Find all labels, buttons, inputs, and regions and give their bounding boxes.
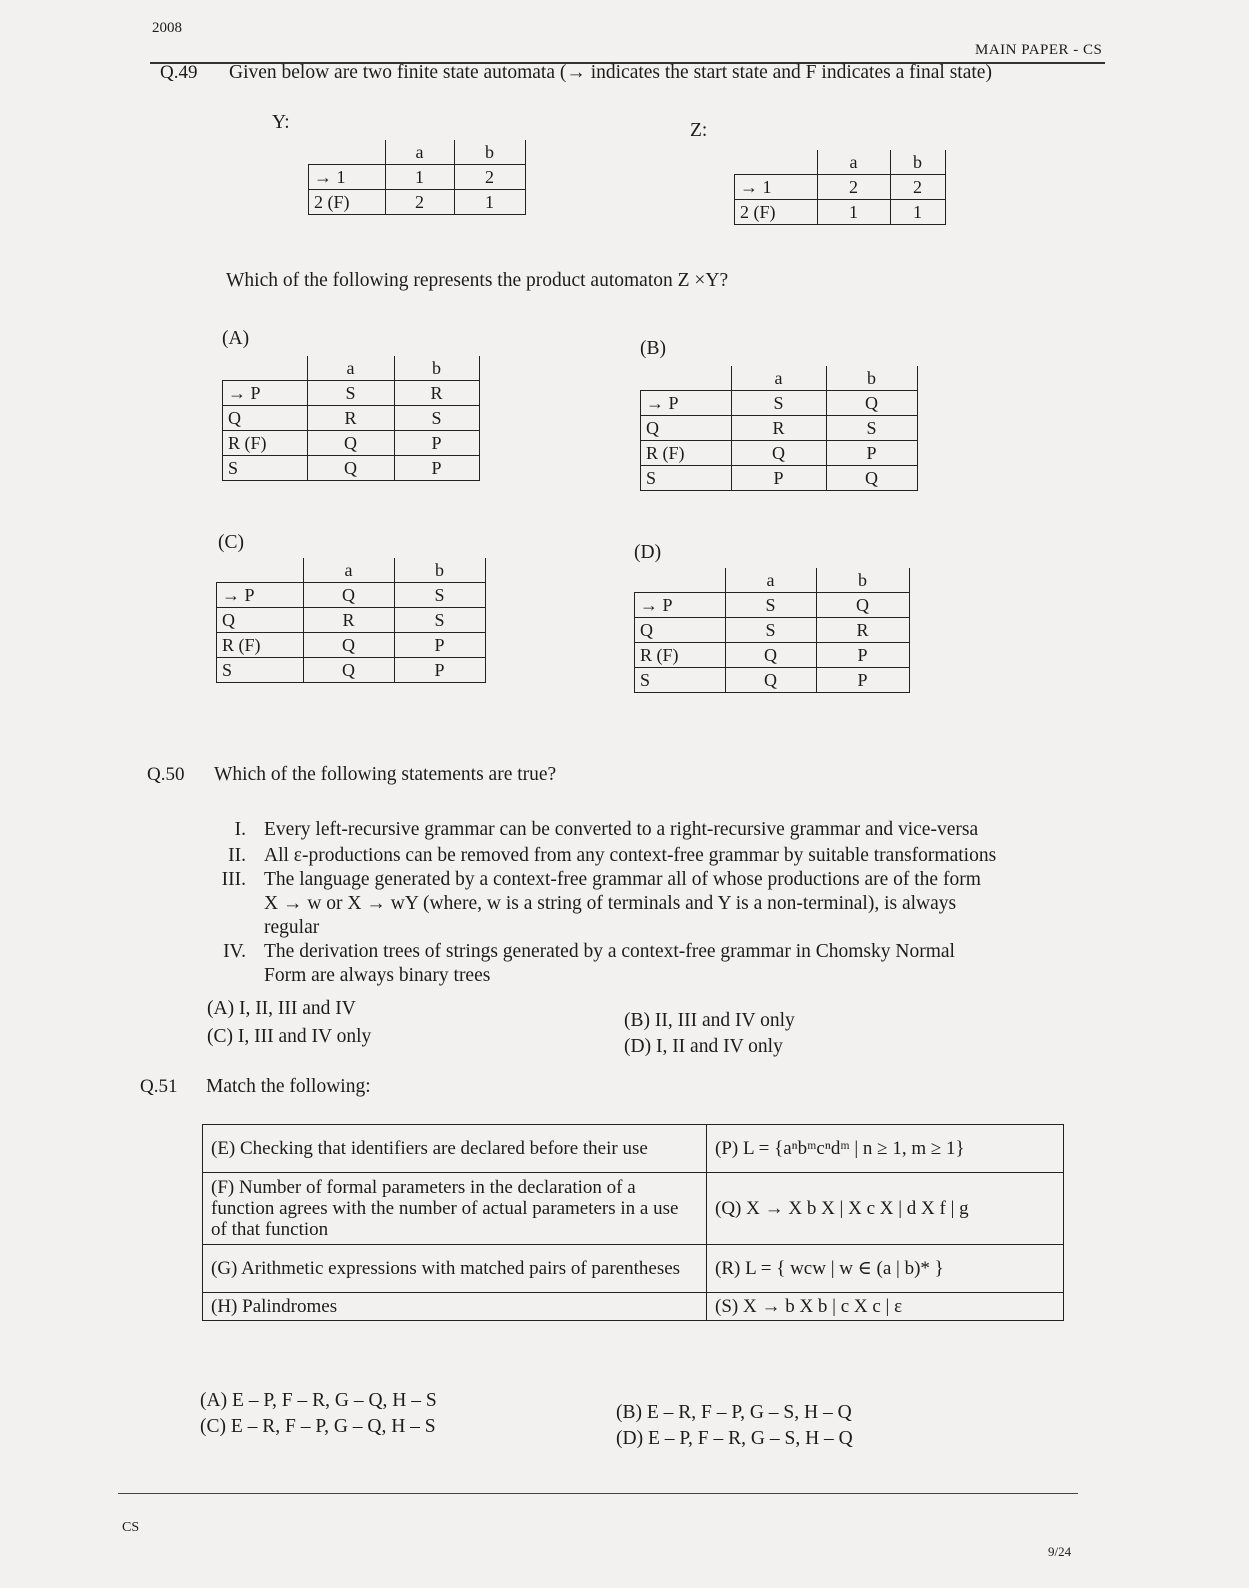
match-right-q: (Q) X → X b X | X c X | d X f | g	[707, 1173, 1064, 1245]
match-right-s: (S) X → b X b | c X c | ε	[707, 1293, 1064, 1321]
table-row: → P S Q	[635, 593, 910, 618]
table-row	[203, 1293, 1064, 1321]
q50-option-a[interactable]: (A) I, II, III and IV	[207, 998, 356, 1019]
exam-year: 2008	[152, 20, 182, 36]
paper-title: MAIN PAPER - CS	[975, 42, 1103, 58]
q50-option-d[interactable]: (D) I, II and IV only	[624, 1036, 783, 1057]
q49-option-c-table: a b → P Q S Q R S R (F) Q P S Q P	[216, 558, 486, 683]
q51-stem: Match the following:	[206, 1076, 371, 1097]
match-left-g: (G) Arithmetic expressions with matched pairs of parentheses	[203, 1245, 707, 1293]
q50-stem: Which of the following statements are true?	[214, 764, 557, 785]
q50-option-c[interactable]: (C) I, III and IV only	[207, 1026, 372, 1047]
q49-option-c-label[interactable]: (C)	[218, 532, 244, 553]
automaton-z-label: Z:	[690, 120, 708, 141]
table-row: S Q P	[217, 658, 486, 683]
automaton-y-table: a b → 1 1 2 2 (F) 2 1	[308, 140, 526, 215]
table-row	[203, 1173, 1064, 1245]
table-row: Q S R	[635, 618, 910, 643]
q49-option-d-label[interactable]: (D)	[634, 542, 662, 563]
q50-number: Q.50	[147, 764, 185, 785]
table-row: R (F) Q P	[641, 441, 918, 466]
q49-option-d-table: a b → P S Q Q S R R (F) Q P S Q P	[634, 568, 910, 693]
table-row	[203, 1125, 1064, 1173]
footer-rule	[118, 1493, 1078, 1494]
table-row: 2 (F) 1 1	[735, 200, 946, 225]
q51-option-b[interactable]: (B) E – R, F – P, G – S, H – Q	[616, 1402, 852, 1423]
table-row: S Q P	[223, 456, 480, 481]
table-row: → 1 2 2	[735, 175, 946, 200]
table-row: → P Q S	[217, 583, 486, 608]
automaton-y-label: Y:	[272, 112, 290, 133]
table-row: 2 (F) 2 1	[309, 190, 526, 215]
table-row: R (F) Q P	[223, 431, 480, 456]
q49-number: Q.49	[160, 62, 198, 83]
table-row: R (F) Q P	[635, 643, 910, 668]
q51-option-d[interactable]: (D) E – P, F – R, G – S, H – Q	[616, 1428, 853, 1449]
match-left-h: (H) Palindromes	[203, 1293, 707, 1321]
match-right-r: (R) L = { wcw | w ∈ (a | b)* }	[707, 1245, 1064, 1293]
q49-option-a-table: a b → P S R Q R S R (F) Q P S Q P	[222, 356, 480, 481]
table-row: Q R S	[217, 608, 486, 633]
table-row: → 1 1 2	[309, 165, 526, 190]
table-row: R (F) Q P	[217, 633, 486, 658]
q50-statement-2: II. All ε-productions can be removed from any context-free grammar by suitable transformations	[228, 845, 997, 866]
table-row: → P S Q	[641, 391, 918, 416]
automaton-z-table: a b → 1 2 2 2 (F) 1 1	[734, 150, 946, 225]
q51-number: Q.51	[140, 1076, 178, 1097]
match-left-e: (E) Checking that identifiers are declared before their use	[203, 1125, 707, 1173]
table-row: Q R S	[223, 406, 480, 431]
q49-option-b-table: a b → P S Q Q R S R (F) Q P S P Q	[640, 366, 918, 491]
q49-option-a-label[interactable]: (A)	[222, 328, 250, 349]
q50-statement-4: IV. The derivation trees of strings generated by a context-free grammar in Chomsky Normal Form are always binary trees	[223, 941, 955, 986]
q51-option-c[interactable]: (C) E – R, F – P, G – Q, H – S	[200, 1416, 436, 1437]
q50-statement-3: III. The language generated by a context-free grammar all of whose productions are of the form X → w or X → wY (where, w is a string of terminals and Y is a non-terminal), is always regular	[221, 869, 981, 938]
q49-option-b-label[interactable]: (B)	[640, 338, 666, 359]
page-number: 9/24	[1048, 1544, 1072, 1559]
q51-option-a[interactable]: (A) E – P, F – R, G – Q, H – S	[200, 1390, 437, 1411]
table-row: → P S R	[223, 381, 480, 406]
match-left-f: (F) Number of formal parameters in the declaration of a function agrees with the number of actual parameters in a use of that function	[203, 1173, 707, 1245]
q49-stem: Given below are two finite state automata (→ indicates the start state and F indicates a final state)	[229, 62, 992, 83]
table-row: Q R S	[641, 416, 918, 441]
match-table	[202, 1124, 1064, 1321]
q50-statement-1: I. Every left-recursive grammar can be converted to a right-recursive grammar and vice-versa	[234, 819, 979, 840]
table-row	[203, 1245, 1064, 1293]
q50-option-b[interactable]: (B) II, III and IV only	[624, 1010, 795, 1031]
footer-section: CS	[122, 1520, 140, 1535]
table-row: S P Q	[641, 466, 918, 491]
q49-question: Which of the following represents the product automaton Z ×Y?	[226, 270, 729, 291]
table-row: S Q P	[635, 668, 910, 693]
match-right-p: (P) L = {aⁿbᵐcⁿdᵐ | n ≥ 1, m ≥ 1}	[707, 1125, 1064, 1173]
